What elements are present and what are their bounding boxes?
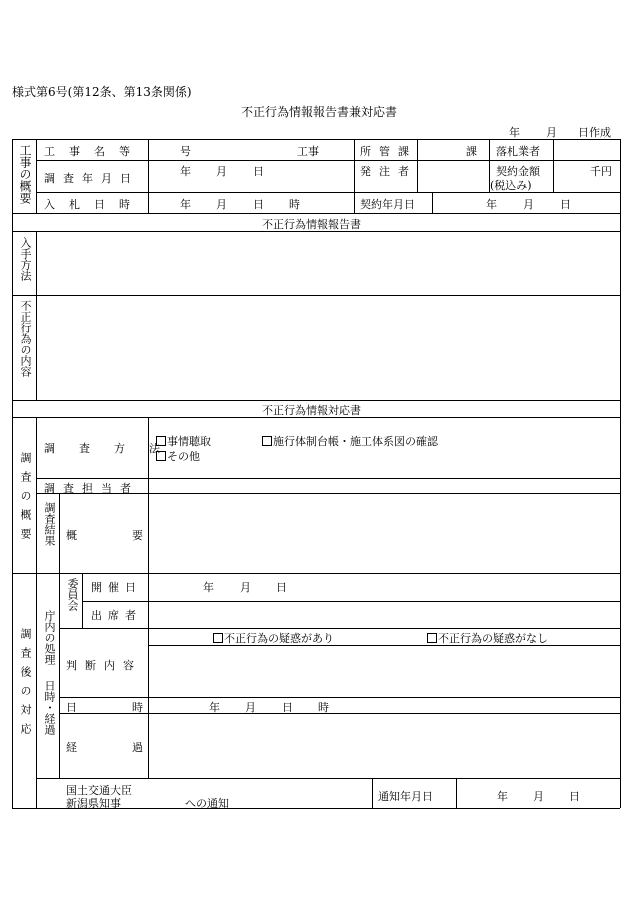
option-other: その他 bbox=[156, 448, 200, 464]
orderer-label: 発注者 bbox=[360, 165, 417, 178]
progress-label-2: 過 bbox=[132, 741, 143, 754]
document-title: 不正行為情報報告書兼対応書 bbox=[241, 105, 398, 119]
section-suffix: 課 bbox=[466, 145, 477, 158]
work-number-mark: 号 bbox=[180, 145, 191, 158]
checkbox-icon bbox=[156, 451, 166, 461]
progress-month: 月 bbox=[245, 701, 256, 714]
checkbox-icon bbox=[427, 633, 437, 643]
bid-day: 日 bbox=[253, 198, 264, 211]
winner-label: 落札業者 bbox=[496, 145, 540, 158]
datetime-progress-label: 日時・経過 bbox=[43, 680, 56, 735]
held-month: 月 bbox=[240, 581, 251, 594]
survey-overview-side-label: 調査の概要 bbox=[19, 452, 32, 547]
overview-side-label: 工事の概要 bbox=[18, 144, 32, 204]
acquisition-method-label: 入手方法 bbox=[19, 237, 32, 281]
created-day: 日作成 bbox=[578, 126, 611, 139]
amount-label: 契約金額 bbox=[496, 165, 540, 178]
bid-datetime-label: 入札日時 bbox=[44, 198, 144, 211]
bid-month: 月 bbox=[216, 198, 227, 211]
contract-month: 月 bbox=[523, 198, 534, 211]
datetime-label-1: 日 bbox=[66, 701, 77, 714]
survey-day: 日 bbox=[253, 165, 264, 178]
form-number: 様式第6号(第12条、第13条関係) bbox=[12, 85, 192, 99]
progress-year: 年 bbox=[209, 701, 220, 714]
amount-note: (税込み) bbox=[490, 179, 532, 192]
notify-month: 月 bbox=[533, 790, 544, 803]
option-interview: 事情聴取 bbox=[156, 433, 211, 449]
progress-label-1: 経 bbox=[66, 741, 77, 754]
notify-day: 日 bbox=[569, 790, 580, 803]
misconduct-content-label: 不正行為の内容 bbox=[19, 300, 32, 377]
survey-result-label: 調査結果 bbox=[43, 502, 56, 546]
bid-year: 年 bbox=[180, 198, 191, 211]
held-date-label: 開催日 bbox=[91, 581, 142, 594]
progress-hour: 時 bbox=[318, 701, 329, 714]
suspicion-yes-option: 不正行為の疑惑があり bbox=[213, 630, 334, 646]
held-year: 年 bbox=[203, 581, 214, 594]
contract-year: 年 bbox=[486, 198, 497, 211]
created-month: 月 bbox=[546, 126, 557, 139]
survey-year: 年 bbox=[180, 165, 191, 178]
bid-hour: 時 bbox=[289, 198, 300, 211]
work-suffix: 工事 bbox=[297, 145, 319, 158]
checkbox-icon bbox=[262, 436, 272, 446]
internal-processing-label: 庁内の処理 bbox=[43, 610, 56, 665]
summary-label-1: 概 bbox=[66, 529, 77, 542]
created-year: 年 bbox=[509, 126, 520, 139]
option-ledger-check: 施行体制台帳・施工体系図の確認 bbox=[262, 433, 438, 449]
amount-unit: 千円 bbox=[590, 165, 612, 178]
survey-person-label: 調査担当者 bbox=[44, 482, 139, 495]
contract-date-label: 契約年月日 bbox=[360, 198, 415, 211]
notify-date-label: 通知年月日 bbox=[378, 790, 433, 803]
datetime-label-2: 時 bbox=[132, 701, 143, 714]
work-name-label: 工事名等 bbox=[44, 145, 144, 158]
attendees-label: 出席者 bbox=[91, 609, 142, 622]
notify-year: 年 bbox=[497, 790, 508, 803]
survey-month: 月 bbox=[216, 165, 227, 178]
notify-target-2: 新潟県知事 bbox=[66, 797, 121, 810]
contract-day: 日 bbox=[560, 198, 571, 211]
summary-label-2: 要 bbox=[132, 529, 143, 542]
held-day: 日 bbox=[276, 581, 287, 594]
committee-label: 委員会 bbox=[66, 578, 79, 611]
response-header: 不正行為情報対応書 bbox=[262, 404, 361, 417]
judgment-label: 判断内容 bbox=[66, 659, 142, 672]
survey-date-label: 調査年月日 bbox=[44, 172, 139, 185]
progress-day: 日 bbox=[282, 701, 293, 714]
section-label: 所管課 bbox=[360, 145, 417, 158]
post-survey-side-label: 調査後の対応 bbox=[19, 628, 32, 742]
checkbox-icon bbox=[213, 633, 223, 643]
notify-target-1: 国土交通大臣 bbox=[66, 784, 132, 797]
checkbox-icon bbox=[156, 436, 166, 446]
report-header: 不正行為情報報告書 bbox=[262, 218, 361, 231]
notify-suffix: への通知 bbox=[185, 797, 229, 810]
survey-method-label: 調査方法 bbox=[44, 442, 184, 455]
suspicion-no-option: 不正行為の疑惑がなし bbox=[427, 630, 548, 646]
